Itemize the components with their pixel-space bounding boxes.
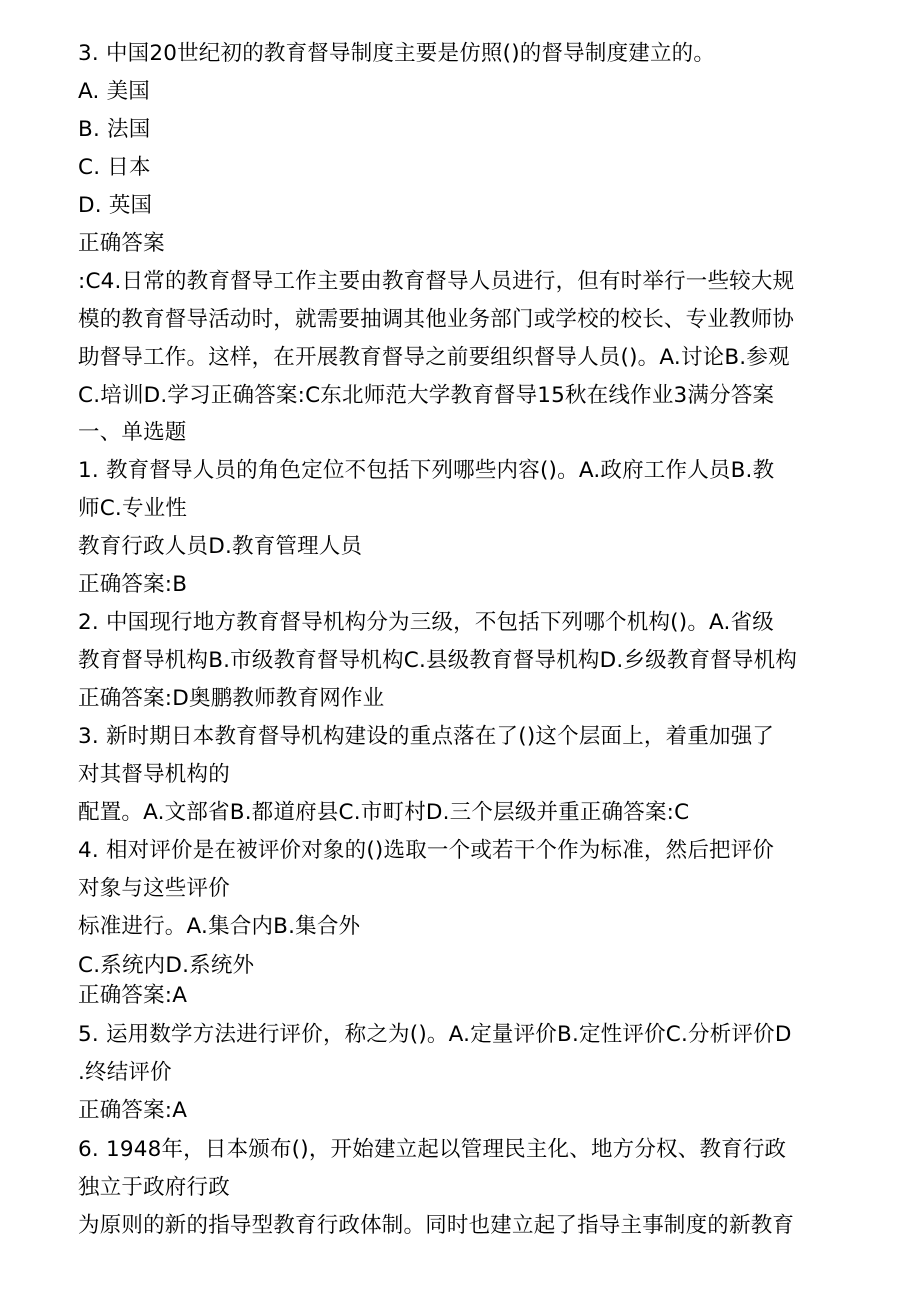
answer-line: 正确答案:A xyxy=(78,1098,188,1123)
text-line: 标准进行。A.集合内B.集合外 xyxy=(78,914,361,939)
text-line: 正确答案 xyxy=(78,231,165,256)
answer-line: 正确答案:A xyxy=(78,983,188,1008)
text-line: .终结评价 xyxy=(78,1060,172,1085)
text-line: 3. 新时期日本教育督导机构建设的重点落在了()这个层面上，着重加强了 xyxy=(78,724,775,749)
text-line: 为原则的新的指导型教育行政体制。同时也建立起了指导主事制度的新教育 xyxy=(78,1213,795,1238)
text-line: 2. 中国现行地方教育督导机构分为三级，不包括下列哪个机构()。A.省级 xyxy=(78,610,774,635)
text-line: 6. 1948年，日本颁布()，开始建立起以管理民主化、地方分权、教育行政 xyxy=(78,1137,787,1162)
text-line: 配置。A.文部省B.都道府县C.市町村D.三个层级并重正确答案:C xyxy=(78,800,690,825)
answer-line: 正确答案:B xyxy=(78,572,188,597)
text-line: 对其督导机构的 xyxy=(78,762,230,787)
answer-line: 正确答案:D奥鹏教师教育网作业 xyxy=(78,686,385,711)
text-line: B. 法国 xyxy=(78,117,151,142)
text-line: 独立于政府行政 xyxy=(78,1175,230,1200)
text-line: :C4.日常的教育督导工作主要由教育督导人员进行，但有时举行一些较大规 xyxy=(78,269,795,294)
text-line: 教育行政人员D.教育管理人员 xyxy=(78,534,363,559)
text-line: 4. 相对评价是在被评价对象的()选取一个或若干个作为标准，然后把评价 xyxy=(78,838,775,863)
text-line: C.培训D.学习正确答案:C东北师范大学教育督导15秋在线作业3满分答案 xyxy=(78,383,775,408)
text-line: 教育督导机构B.市级教育督导机构C.县级教育督导机构D.乡级教育督导机构 xyxy=(78,648,798,673)
text-line: 3. 中国20世纪初的教育督导制度主要是仿照()的督导制度建立的。 xyxy=(78,41,716,66)
text-line: 1. 教育督导人员的角色定位不包括下列哪些内容()。A.政府工作人员B.教 xyxy=(78,458,775,483)
text-line: D. 英国 xyxy=(78,193,153,218)
text-line: 助督导工作。这样，在开展教育督导之前要组织督导人员()。A.讨论B.参观 xyxy=(78,345,790,370)
text-line: A. 美国 xyxy=(78,79,150,104)
section-heading: 一、单选题 xyxy=(78,420,187,445)
text-line: 师C.专业性 xyxy=(78,496,188,521)
text-line: 对象与这些评价 xyxy=(78,876,230,901)
text-line: C.系统内D.系统外 xyxy=(78,953,255,978)
text-line: 模的教育督导活动时，就需要抽调其他业务部门或学校的校长、专业教师协 xyxy=(78,307,795,332)
text-line: 5. 运用数学方法进行评价，称之为()。A.定量评价B.定性评价C.分析评价D xyxy=(78,1022,792,1047)
text-line: C. 日本 xyxy=(78,155,151,180)
